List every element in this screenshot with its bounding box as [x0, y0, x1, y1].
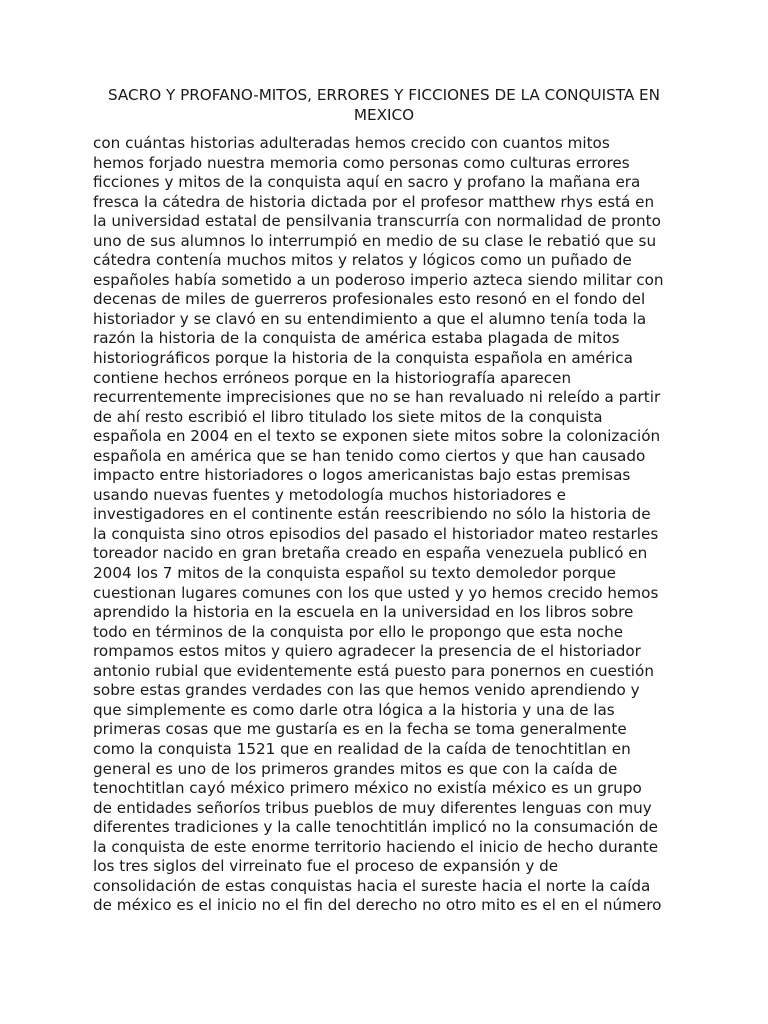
- body-text-line: consolidación de estas conquistas hacia el sureste hacia el norte la caída: [93, 876, 651, 895]
- body-text-line: toreador nacido en gran bretaña creado en españa venezuela publicó en: [93, 544, 648, 563]
- document-body: [93, 134, 693, 916]
- body-text-line: razón la historia de la conquista de américa estaba plagada de mitos: [93, 329, 620, 348]
- body-text-line: hemos forjado nuestra memoria como personas como culturas errores: [93, 153, 630, 172]
- body-text-line: con cuántas historias adulteradas hemos crecido con cuantos mitos: [93, 134, 610, 152]
- body-text-line: 2004 los 7 mitos de la conquista español su texto demoledor porque: [93, 564, 616, 583]
- body-text-line: fresca la cátedra de historia dictada por el profesor matthew rhys está en: [93, 192, 655, 211]
- body-text-line: cuestionan lugares comunes con los que usted y yo hemos crecido hemos: [93, 583, 659, 602]
- body-text-line: uno de sus alumnos lo interrumpió en medio de su clase le rebatió que su: [93, 231, 657, 250]
- body-text-line: como la conquista 1521 que en realidad de la caída de tenochtitlan en: [93, 739, 631, 758]
- document-title: SACRO Y PROFANO-MITOS, ERRORES Y FICCIONES DE LA CONQUISTA EN MEXICO: [108, 86, 660, 124]
- body-text-line: contiene hechos erróneos porque en la historiografía aparecen: [93, 368, 572, 387]
- body-text-line: la conquista de este enorme territorio haciendo el inicio de hecho durante: [93, 837, 659, 856]
- body-text-line: ficciones y mitos de la conquista aquí en sacro y profano la mañana era: [93, 173, 641, 192]
- body-text-line: usando nuevas fuentes y metodología muchos historiadores e: [93, 485, 566, 504]
- body-text-line: primeras cosas que me gustaría es en la fecha se toma generalmente: [93, 720, 627, 739]
- body-text-line: recurrentemente imprecisiones que no se han revaluado ni releído a partir: [93, 388, 661, 407]
- body-text-line: general es uno de los primeros grandes mitos es que con la caída de: [93, 759, 618, 778]
- body-text-line: cátedra contenía muchos mitos y relatos y lógicos como un puñado de: [93, 251, 632, 270]
- body-text-line: de méxico es el inicio no el fin del derecho no otro mito es el en el número: [93, 896, 662, 915]
- body-text-line: aprendido la historia en la escuela en la universidad en los libros sobre: [93, 603, 634, 622]
- body-text-line: todo en términos de la conquista por ello le propongo que esta noche: [93, 622, 624, 641]
- body-text-line: española en 2004 en el texto se exponen siete mitos sobre la colonización: [93, 427, 661, 446]
- body-text-line: españoles había sometido a un poderoso imperio azteca siendo militar con: [93, 270, 664, 289]
- body-text-line: sobre estas grandes verdades con las que hemos venido aprendiendo y: [93, 681, 640, 700]
- body-text-line: de entidades señoríos tribus pueblos de muy diferentes lenguas con muy: [93, 798, 652, 817]
- body-text-line: la universidad estatal de pensilvania transcurría con normalidad de pronto: [93, 212, 661, 231]
- body-text-line: la conquista sino otros episodios del pasado el historiador mateo restarles: [93, 524, 659, 543]
- body-text-line: antonio rubial que evidentemente está puesto para ponernos en cuestión: [93, 661, 654, 680]
- body-text-line: que simplemente es como darle otra lógica a la historia y una de las: [93, 700, 615, 719]
- body-text-line: los tres siglos del virreinato fue el proceso de expansión y de: [93, 857, 559, 876]
- body-text-line: impacto entre historiadores o logos americanistas bajo estas premisas: [93, 466, 631, 485]
- body-text-line: diferentes tradiciones y la calle tenochtitlán implicó no la consumación de: [93, 818, 659, 837]
- body-text-line: española en américa que se han tenido como ciertos y que han causado: [93, 446, 646, 465]
- body-text-line: historiográficos porque la historia de la conquista española en américa: [93, 349, 633, 368]
- body-text-line: de ahí resto escribió el libro titulado los siete mitos de la conquista: [93, 407, 603, 426]
- body-text-line: tenochtitlan cayó méxico primero méxico no existía méxico es un grupo: [93, 779, 642, 798]
- body-text-line: historiador y se clavó en su entendimiento a que el alumno tenía toda la: [93, 309, 647, 328]
- body-text-line: decenas de miles de guerreros profesionales esto resonó en el fondo del: [93, 290, 646, 309]
- body-text-line: rompamos estos mitos y quiero agradecer la presencia de el historiador: [93, 642, 641, 661]
- body-text-line: investigadores en el continente están reescribiendo no sólo la historia de: [93, 505, 651, 524]
